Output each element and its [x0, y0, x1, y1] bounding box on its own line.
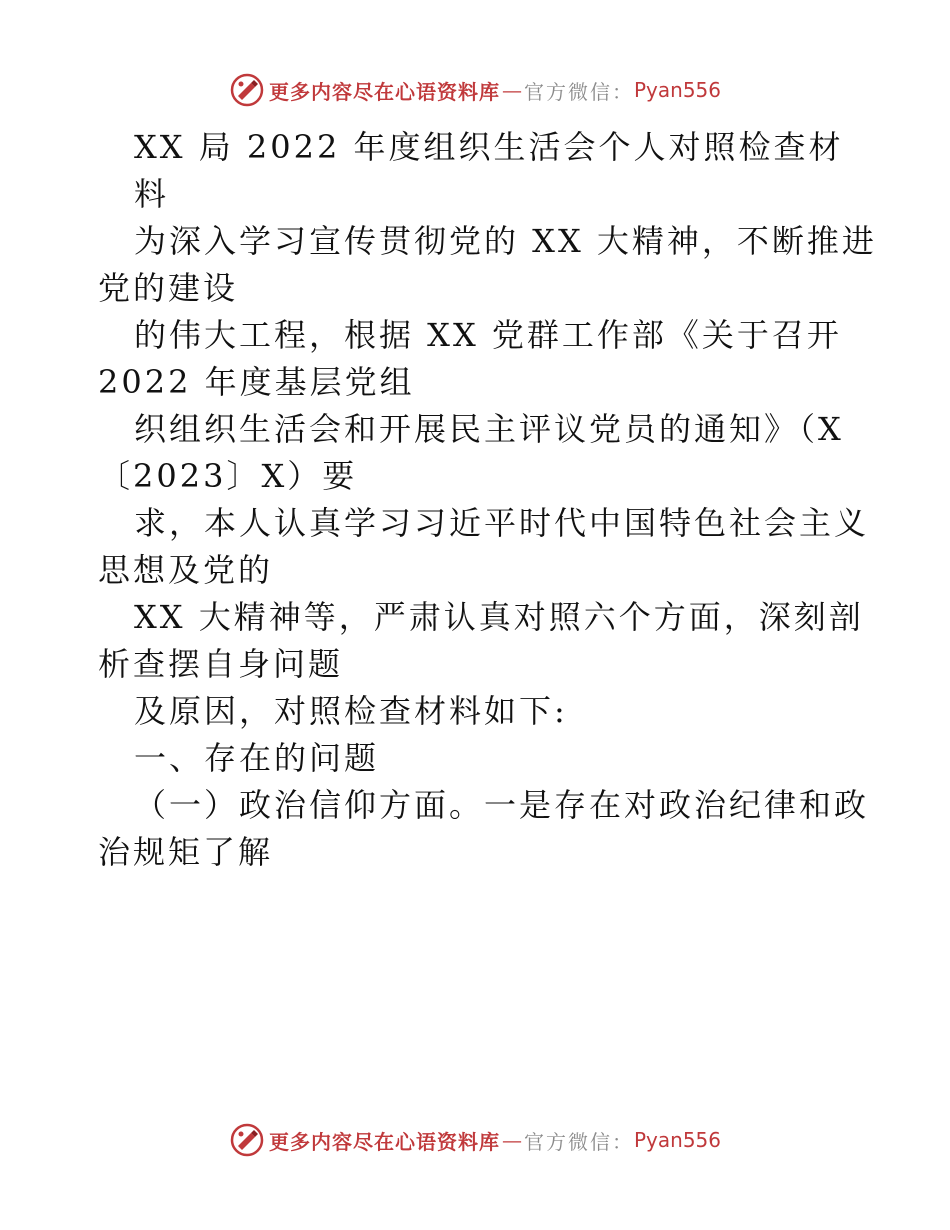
document-line: 2022 年度基层党组 — [98, 363, 415, 401]
document-body — [98, 124, 877, 876]
banner-wechat-label: 官方微信： — [523, 79, 634, 104]
banner-wechat-id: Pyan556 — [633, 78, 721, 102]
banner-main-text: 更多内容尽在心语资料库 — [268, 79, 500, 104]
banner-wechat-id: Pyan556 — [633, 1128, 721, 1152]
document-line: 及原因，对照检查材料如下: — [134, 692, 568, 730]
document-line: （一）政治信仰方面。一是存在对政治纪律和政 — [134, 786, 870, 824]
document-line: 治规矩了解 — [98, 833, 274, 871]
document-line: 织组织生活会和开展民主评议党员的通知》（X — [134, 410, 844, 448]
document-line: 〔2023〕X）要 — [98, 457, 358, 495]
document-line: 党的建设 — [98, 269, 239, 307]
document-line: 为深入学习宣传贯彻党的 XX 大精神，不断推进 — [134, 222, 877, 260]
banner-main-text: 更多内容尽在心语资料库 — [268, 1129, 500, 1154]
document-line: 求，本人认真学习习近平时代中国特色社会主义 — [134, 504, 870, 542]
document-line: 料 — [134, 175, 170, 213]
document-line: 思想及党的 — [98, 551, 274, 589]
document-line: XX 大精神等，严肃认真对照六个方面，深刻剖 — [134, 598, 864, 636]
banner-wechat-label: 官方微信： — [523, 1129, 634, 1154]
banner-dash: — — [501, 78, 522, 102]
document-line: XX 局 2022 年度组织生活会个人对照检查材 — [134, 128, 844, 166]
document-line: 一、存在的问题 — [134, 739, 380, 777]
logo-icon — [229, 72, 265, 108]
document-line: 的伟大工程，根据 XX 党群工作部《关于召开 — [134, 316, 842, 354]
document-line: 析查摆自身问题 — [98, 645, 344, 683]
watermark-banner-top — [0, 70, 950, 110]
logo-icon — [229, 1122, 265, 1158]
banner-dash: — — [501, 1128, 522, 1152]
watermark-banner-bottom — [0, 1120, 950, 1160]
